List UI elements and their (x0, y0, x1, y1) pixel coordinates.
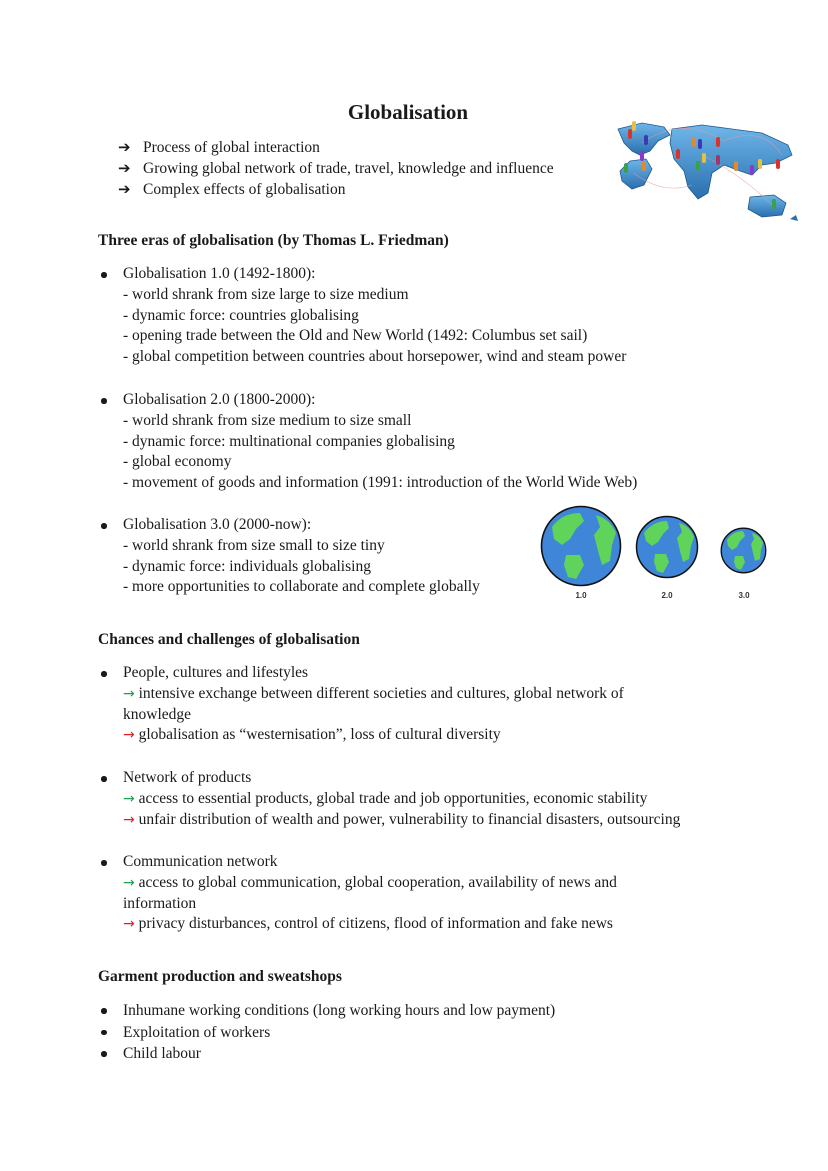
arrow-right-icon: ➔ (118, 159, 131, 177)
page-title: Globalisation (347, 100, 469, 124)
intro-item (118, 137, 554, 158)
garment-item-text: Child labour (123, 1045, 201, 1062)
arrow-right-red-icon: → (123, 811, 135, 828)
arrow-right-green-icon: → (123, 685, 135, 702)
chance-con-text: globalisation as “westernisation”, loss of cultural diversity (138, 726, 501, 744)
era-list-item (98, 390, 637, 494)
chance-con-text: unfair distribution of wealth and power, vulnerability to financial disasters, outsourcing (138, 810, 681, 828)
chance-label: Network of products (123, 769, 252, 786)
era-point: - world shrank from size small to size tiny (123, 536, 385, 554)
globe-large-icon (540, 505, 622, 587)
globe-medium-icon (635, 515, 699, 579)
world-map-image (612, 115, 804, 230)
globe-label: 2.0 (661, 591, 673, 600)
era-point: - world shrank from size medium to size small (123, 411, 412, 429)
era-point: - dynamic force: multinational companies globalising (123, 432, 455, 450)
era-point: - dynamic force: individuals globalising (123, 557, 371, 575)
era-point: - movement of goods and information (1991: introduction of the World Wide Web) (123, 474, 638, 492)
era-point: - dynamic force: countries globalising (123, 306, 359, 324)
intro-list (118, 137, 554, 200)
garment-list-item (98, 1022, 555, 1044)
garment-list (98, 1000, 555, 1065)
section-heading-chances: Chances and challenges of globalisation (98, 631, 360, 648)
intro-text: Growing global network of trade, travel, knowledge and influence (143, 160, 554, 177)
era-point: - more opportunities to collaborate and complete globally (123, 578, 480, 596)
globe-small-icon (720, 527, 767, 574)
era-point: - global competition between countries about horsepower, wind and steam power (123, 348, 627, 366)
arrow-right-red-icon: → (123, 727, 135, 744)
era-label: Globalisation 3.0 (2000-now): (123, 516, 312, 533)
section-heading-eras: Three eras of globalisation (by Thomas L. Friedman) (98, 232, 449, 249)
intro-item (118, 179, 554, 200)
arrow-right-green-icon: → (123, 790, 135, 807)
garment-list-item (98, 1043, 555, 1065)
garment-item-text: Exploitation of workers (123, 1023, 271, 1041)
era-point: - world shrank from size large to size medium (123, 285, 409, 303)
era-label: Globalisation 1.0 (1492-1800): (123, 265, 316, 282)
intro-text: Complex effects of globalisation (143, 181, 346, 198)
section-heading-garment: Garment production and sweatshops (98, 968, 342, 985)
globe-label: 3.0 (738, 591, 750, 600)
chance-label: People, cultures and lifestyles (123, 664, 309, 681)
garment-item-text: Inhumane working conditions (long working hours and low payment) (123, 1002, 556, 1019)
era-list-item (98, 264, 626, 368)
intro-item (118, 158, 554, 179)
globe-label: 1.0 (575, 591, 587, 600)
chance-list-item (98, 852, 678, 935)
chance-pro-text: access to essential products, global trade and job opportunities, economic stability (138, 789, 648, 807)
chance-list-item (98, 663, 678, 746)
chance-con-text: privacy disturbances, control of citizens, flood of information and fake news (138, 915, 613, 933)
chance-pro-text: access to global communication, global cooperation, availability of news and information (123, 873, 617, 912)
era-list-item (98, 515, 480, 598)
garment-list-item (98, 1000, 555, 1022)
arrow-right-icon: ➔ (118, 180, 131, 198)
era-label: Globalisation 2.0 (1800-2000): (123, 391, 316, 408)
arrow-right-red-icon: → (123, 916, 135, 933)
chance-list-item (98, 768, 680, 830)
arrow-right-icon: ➔ (118, 138, 131, 156)
chance-label: Communication network (123, 853, 278, 870)
era-point: - opening trade between the Old and New World (1492: Columbus set sail) (123, 327, 588, 345)
intro-text: Process of global interaction (143, 139, 320, 156)
arrow-right-green-icon: → (123, 874, 135, 891)
chance-pro-text: intensive exchange between different societies and cultures, global network of knowledge (123, 684, 624, 723)
era-point: - global economy (123, 453, 232, 471)
